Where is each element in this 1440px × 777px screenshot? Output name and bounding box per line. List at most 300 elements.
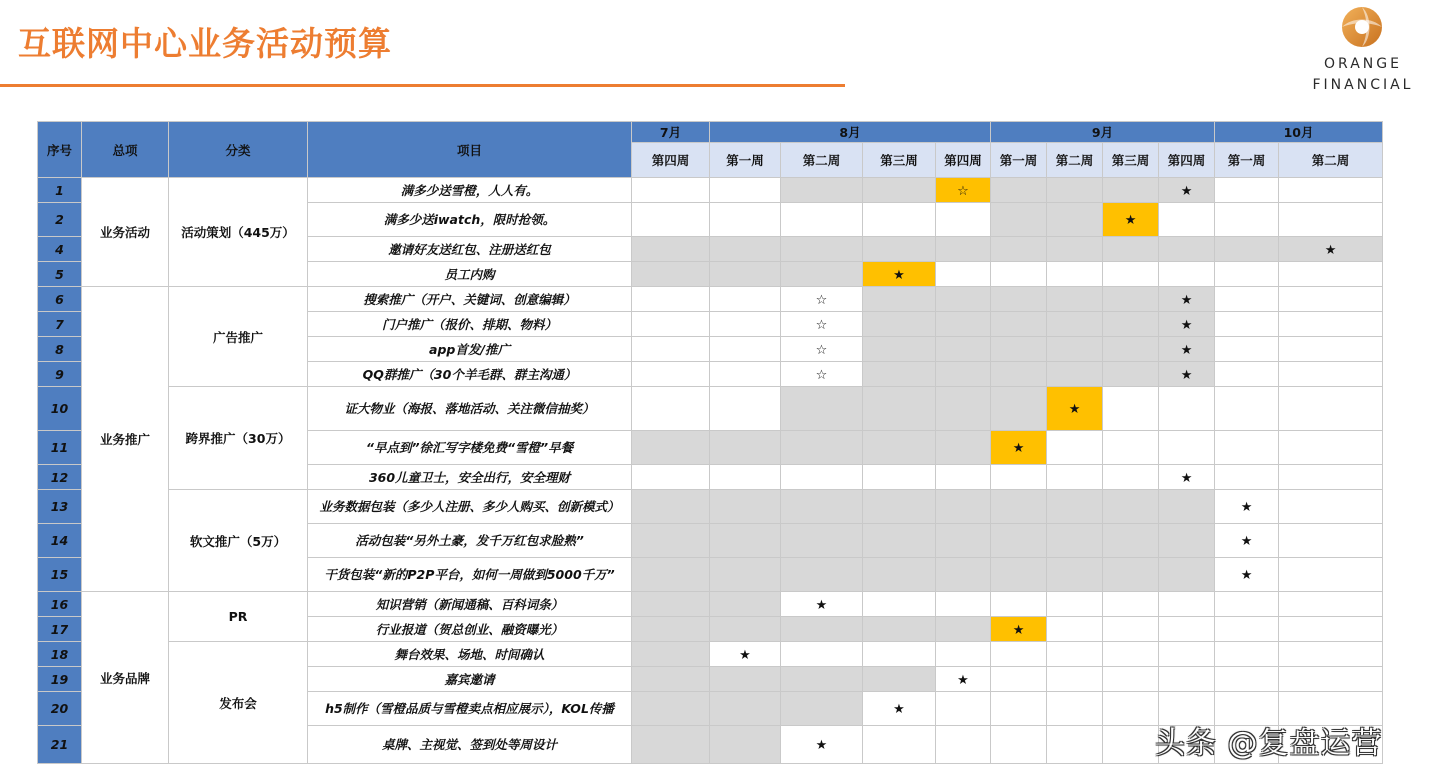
schedule-cell [863, 592, 936, 617]
schedule-cell [991, 287, 1047, 312]
schedule-cell [1215, 642, 1279, 667]
main-item-cell: 业务品牌 [82, 592, 169, 764]
schedule-cell [1279, 465, 1383, 490]
row-seq-number: 13 [38, 490, 82, 524]
table-row [38, 642, 1383, 667]
row-seq-number: 16 [38, 592, 82, 617]
schedule-cell [1159, 617, 1215, 642]
schedule-cell [781, 592, 863, 617]
schedule-cell [863, 465, 936, 490]
schedule-cell [1103, 524, 1159, 558]
schedule-cell [936, 362, 991, 387]
schedule-cell [1279, 490, 1383, 524]
schedule-cell [863, 490, 936, 524]
schedule-cell [632, 431, 710, 465]
filled-star-icon: ★ [1180, 183, 1193, 199]
schedule-cell [781, 362, 863, 387]
schedule-cell [991, 237, 1047, 262]
schedule-cell [863, 312, 936, 337]
schedule-cell [781, 387, 863, 431]
schedule-cell [1159, 262, 1215, 287]
project-item-cell: app首发/推广 [308, 337, 632, 362]
schedule-cell [991, 203, 1047, 237]
schedule-cell [1279, 387, 1383, 431]
schedule-cell [991, 617, 1047, 642]
month-header: 8月 [710, 122, 991, 143]
schedule-cell [1159, 337, 1215, 362]
schedule-cell [991, 490, 1047, 524]
schedule-cell [1159, 287, 1215, 312]
schedule-cell [991, 642, 1047, 667]
row-seq-number: 7 [38, 312, 82, 337]
schedule-cell [781, 667, 863, 692]
schedule-cell [632, 524, 710, 558]
schedule-cell [1159, 465, 1215, 490]
project-item-cell: 员工内购 [308, 262, 632, 287]
schedule-cell [1103, 558, 1159, 592]
filled-star-icon: ★ [1068, 402, 1081, 417]
row-seq-number: 5 [38, 262, 82, 287]
schedule-cell [1047, 431, 1103, 465]
schedule-cell [1215, 387, 1279, 431]
schedule-cell [1279, 337, 1383, 362]
schedule-cell [1159, 431, 1215, 465]
week-header: 第一周 [710, 143, 781, 178]
schedule-cell [710, 558, 781, 592]
schedule-cell [781, 465, 863, 490]
logo-text-financial: FINANCIAL [1312, 77, 1414, 93]
header-project: 项目 [308, 122, 632, 178]
table-row [38, 387, 1383, 431]
schedule-cell [1215, 617, 1279, 642]
schedule-cell [710, 692, 781, 726]
schedule-cell [632, 726, 710, 764]
filled-star-icon: ★ [815, 738, 828, 753]
schedule-cell [1159, 387, 1215, 431]
schedule-cell [936, 387, 991, 431]
schedule-cell [1279, 558, 1383, 592]
schedule-cell [863, 362, 936, 387]
schedule-cell [1215, 337, 1279, 362]
week-header: 第一周 [991, 143, 1047, 178]
schedule-cell [863, 262, 936, 287]
schedule-cell [632, 362, 710, 387]
schedule-cell [1103, 312, 1159, 337]
schedule-cell [1159, 642, 1215, 667]
schedule-cell [1159, 203, 1215, 237]
schedule-cell [1279, 617, 1383, 642]
schedule-cell [1047, 692, 1103, 726]
category-cell: 跨界推广（30万） [169, 387, 308, 490]
row-seq-number: 8 [38, 337, 82, 362]
row-seq-number: 1 [38, 178, 82, 203]
schedule-cell [1047, 592, 1103, 617]
outline-star-icon: ☆ [815, 367, 828, 383]
logo-text-orange: ORANGE [1324, 56, 1402, 72]
schedule-cell [1215, 431, 1279, 465]
schedule-cell [1279, 592, 1383, 617]
schedule-cell [1159, 524, 1215, 558]
schedule-cell [1047, 262, 1103, 287]
schedule-cell [863, 726, 936, 764]
schedule-cell [710, 387, 781, 431]
row-seq-number: 11 [38, 431, 82, 465]
schedule-cell [936, 287, 991, 312]
schedule-cell [1215, 490, 1279, 524]
schedule-cell [1047, 287, 1103, 312]
schedule-cell [1047, 490, 1103, 524]
schedule-cell [1215, 667, 1279, 692]
schedule-cell [710, 337, 781, 362]
header-seq: 序号 [38, 122, 82, 178]
schedule-cell [863, 617, 936, 642]
schedule-cell [1047, 558, 1103, 592]
schedule-cell [936, 337, 991, 362]
category-cell: 软文推广（5万） [169, 490, 308, 592]
row-seq-number: 6 [38, 287, 82, 312]
week-header: 第四周 [1159, 143, 1215, 178]
header-main-item: 总项 [82, 122, 169, 178]
schedule-cell [1047, 642, 1103, 667]
table-row [38, 287, 1383, 312]
row-seq-number: 12 [38, 465, 82, 490]
outline-star-icon: ☆ [957, 183, 969, 199]
row-seq-number: 14 [38, 524, 82, 558]
schedule-cell [1103, 617, 1159, 642]
schedule-cell [1159, 312, 1215, 337]
main-item-cell: 业务活动 [82, 178, 169, 287]
schedule-cell [710, 726, 781, 764]
schedule-cell [1103, 490, 1159, 524]
category-cell: 发布会 [169, 642, 308, 764]
project-item-cell: 满多少送雪橙，人人有。 [308, 178, 632, 203]
schedule-cell [781, 262, 863, 287]
schedule-cell [632, 178, 710, 203]
title-underline [0, 84, 845, 87]
week-header: 第二周 [781, 143, 863, 178]
row-seq-number: 17 [38, 617, 82, 642]
filled-star-icon: ★ [893, 702, 905, 717]
schedule-cell [1047, 337, 1103, 362]
schedule-cell [936, 237, 991, 262]
project-item-cell: 业务数据包装（多少人注册、多少人购买、创新模式） [308, 490, 632, 524]
schedule-cell [1279, 287, 1383, 312]
schedule-cell [1103, 203, 1159, 237]
schedule-cell [991, 178, 1047, 203]
schedule-cell [863, 524, 936, 558]
row-seq-number: 21 [38, 726, 82, 764]
schedule-cell [863, 667, 936, 692]
schedule-cell [1215, 592, 1279, 617]
week-header: 第二周 [1279, 143, 1383, 178]
schedule-cell [1047, 667, 1103, 692]
row-seq-number: 15 [38, 558, 82, 592]
schedule-cell [1279, 642, 1383, 667]
schedule-cell [710, 592, 781, 617]
schedule-cell [781, 178, 863, 203]
schedule-cell [1215, 558, 1279, 592]
schedule-cell [1159, 237, 1215, 262]
schedule-cell [1047, 362, 1103, 387]
schedule-cell [936, 431, 991, 465]
schedule-cell [1047, 312, 1103, 337]
project-item-cell: 邀请好友送红包、注册送红包 [308, 237, 632, 262]
filled-star-icon: ★ [1180, 342, 1193, 358]
schedule-cell [632, 642, 710, 667]
filled-star-icon: ★ [893, 267, 905, 283]
schedule-cell [1215, 465, 1279, 490]
filled-star-icon: ★ [1180, 292, 1193, 308]
project-item-cell: 桌牌、主视觉、签到处等周设计 [308, 726, 632, 764]
schedule-cell [1215, 524, 1279, 558]
schedule-cell [1159, 558, 1215, 592]
schedule-cell [710, 617, 781, 642]
filled-star-icon: ★ [1012, 441, 1025, 456]
company-logo [1298, 4, 1428, 96]
table-row [38, 592, 1383, 617]
project-item-cell: 舞台效果、场地、时间确认 [308, 642, 632, 667]
project-item-cell: 嘉宾邀请 [308, 667, 632, 692]
schedule-cell [1279, 362, 1383, 387]
table-row [38, 178, 1383, 203]
schedule-cell [936, 524, 991, 558]
schedule-cell [936, 617, 991, 642]
schedule-cell [781, 726, 863, 764]
schedule-cell [632, 237, 710, 262]
project-item-cell: 360儿童卫士，安全出行，安全理财 [308, 465, 632, 490]
schedule-cell [710, 362, 781, 387]
schedule-cell [991, 387, 1047, 431]
schedule-cell [1047, 237, 1103, 262]
category-cell: PR [169, 592, 308, 642]
schedule-cell [781, 237, 863, 262]
schedule-cell [781, 524, 863, 558]
schedule-cell [1103, 362, 1159, 387]
schedule-cell [936, 558, 991, 592]
schedule-cell [781, 287, 863, 312]
schedule-cell [863, 337, 936, 362]
watermark-text: 头条 @复盘运营 [1155, 726, 1383, 761]
schedule-cell [1103, 287, 1159, 312]
schedule-cell [632, 387, 710, 431]
schedule-cell [1103, 337, 1159, 362]
schedule-cell [1047, 617, 1103, 642]
filled-star-icon: ★ [957, 672, 969, 688]
row-seq-number: 2 [38, 203, 82, 237]
schedule-cell [710, 642, 781, 667]
row-seq-number: 9 [38, 362, 82, 387]
schedule-cell [863, 178, 936, 203]
schedule-cell [936, 592, 991, 617]
schedule-cell [781, 490, 863, 524]
week-header: 第三周 [1103, 143, 1159, 178]
schedule-cell [1279, 178, 1383, 203]
project-item-cell: 门户推广（报价、排期、物料） [308, 312, 632, 337]
filled-star-icon: ★ [815, 597, 828, 613]
schedule-cell [1159, 592, 1215, 617]
schedule-cell [1215, 203, 1279, 237]
schedule-cell [710, 203, 781, 237]
schedule-cell [632, 667, 710, 692]
schedule-cell [1047, 387, 1103, 431]
schedule-cell [1047, 203, 1103, 237]
filled-star-icon: ★ [1180, 470, 1193, 486]
week-header: 第三周 [863, 143, 936, 178]
schedule-cell [991, 312, 1047, 337]
schedule-cell [632, 592, 710, 617]
schedule-cell [991, 524, 1047, 558]
row-seq-number: 10 [38, 387, 82, 431]
schedule-cell [863, 237, 936, 262]
schedule-cell [1103, 178, 1159, 203]
schedule-cell [632, 465, 710, 490]
schedule-cell [1279, 524, 1383, 558]
project-item-cell: 行业报道（贺总创业、融资曝光） [308, 617, 632, 642]
schedule-cell [1159, 362, 1215, 387]
filled-star-icon: ★ [1240, 500, 1253, 515]
schedule-cell [863, 692, 936, 726]
schedule-cell [936, 465, 991, 490]
project-item-cell: 证大物业（海报、落地活动、关注微信抽奖） [308, 387, 632, 431]
schedule-cell [863, 558, 936, 592]
outline-star-icon: ☆ [815, 292, 828, 308]
schedule-cell [991, 465, 1047, 490]
row-seq-number: 18 [38, 642, 82, 667]
project-item-cell: “早点到”徐汇写字楼免费“雪橙”早餐 [308, 431, 632, 465]
filled-star-icon: ★ [1180, 317, 1193, 333]
schedule-cell [710, 287, 781, 312]
schedule-cell [710, 465, 781, 490]
page-title: 互联网中心业务活动预算 [18, 24, 392, 63]
schedule-cell [936, 203, 991, 237]
schedule-cell [632, 337, 710, 362]
month-header: 7月 [632, 122, 710, 143]
project-item-cell: 知识营销（新闻通稿、百科词条） [308, 592, 632, 617]
filled-star-icon: ★ [1180, 367, 1193, 383]
schedule-cell [632, 312, 710, 337]
row-seq-number: 4 [38, 237, 82, 262]
schedule-cell [1279, 431, 1383, 465]
project-item-cell: 搜索推广（开户、关键词、创意编辑） [308, 287, 632, 312]
project-item-cell: 活动包装“另外土豪，发千万红包求脸熟” [308, 524, 632, 558]
project-item-cell: QQ群推广（30个羊毛群、群主沟通） [308, 362, 632, 387]
row-seq-number: 20 [38, 692, 82, 726]
main-item-cell: 业务推广 [82, 287, 169, 592]
filled-star-icon: ★ [1240, 568, 1253, 583]
schedule-cell [1159, 178, 1215, 203]
project-item-cell: 满多少送iwatch，限时抢领。 [308, 203, 632, 237]
schedule-cell [632, 287, 710, 312]
filled-star-icon: ★ [1124, 213, 1137, 228]
filled-star-icon: ★ [1324, 242, 1337, 258]
schedule-cell [781, 337, 863, 362]
schedule-cell [936, 692, 991, 726]
schedule-cell [781, 558, 863, 592]
schedule-cell [936, 262, 991, 287]
schedule-cell [1103, 726, 1159, 764]
schedule-cell [632, 490, 710, 524]
schedule-cell [1047, 465, 1103, 490]
schedule-cell [863, 287, 936, 312]
schedule-cell [1279, 203, 1383, 237]
schedule-cell [1103, 262, 1159, 287]
schedule-cell [1103, 667, 1159, 692]
project-item-cell: h5制作（雪橙品质与雪橙卖点相应展示），KOL传播 [308, 692, 632, 726]
project-item-cell: 干货包装“新的P2P平台，如何一周做到5000千万” [308, 558, 632, 592]
schedule-cell [936, 726, 991, 764]
schedule-cell [991, 692, 1047, 726]
schedule-cell [991, 558, 1047, 592]
schedule-cell [863, 387, 936, 431]
schedule-cell [632, 617, 710, 642]
schedule-cell [1047, 726, 1103, 764]
orange-logo-icon [1338, 4, 1386, 50]
schedule-cell [632, 558, 710, 592]
schedule-cell [781, 203, 863, 237]
schedule-cell [936, 667, 991, 692]
filled-star-icon: ★ [1240, 534, 1253, 549]
week-header: 第一周 [1215, 143, 1279, 178]
schedule-cell [710, 178, 781, 203]
schedule-cell [991, 362, 1047, 387]
schedule-cell [710, 312, 781, 337]
schedule-cell [632, 203, 710, 237]
filled-star-icon: ★ [1012, 622, 1025, 638]
week-header: 第四周 [632, 143, 710, 178]
schedule-cell [710, 262, 781, 287]
schedule-cell [991, 337, 1047, 362]
schedule-cell [1103, 692, 1159, 726]
schedule-cell [936, 312, 991, 337]
schedule-cell [1279, 667, 1383, 692]
schedule-cell [1215, 362, 1279, 387]
schedule-cell [781, 312, 863, 337]
month-header: 9月 [991, 122, 1215, 143]
schedule-cell [781, 692, 863, 726]
schedule-cell [863, 203, 936, 237]
schedule-cell [781, 431, 863, 465]
schedule-cell [991, 667, 1047, 692]
schedule-cell [1159, 667, 1215, 692]
schedule-cell [1215, 312, 1279, 337]
schedule-cell [1047, 178, 1103, 203]
outline-star-icon: ☆ [815, 342, 828, 358]
schedule-cell [1103, 387, 1159, 431]
schedule-cell [991, 726, 1047, 764]
schedule-cell [781, 642, 863, 667]
schedule-cell [1103, 431, 1159, 465]
category-cell: 活动策划（445万） [169, 178, 308, 287]
schedule-cell [632, 692, 710, 726]
schedule-cell [936, 178, 991, 203]
outline-star-icon: ☆ [815, 317, 828, 333]
schedule-cell [1279, 262, 1383, 287]
schedule-cell [1103, 592, 1159, 617]
budget-schedule-table [37, 121, 1383, 764]
schedule-cell [1279, 237, 1383, 262]
schedule-cell [991, 262, 1047, 287]
schedule-cell [710, 667, 781, 692]
month-header: 10月 [1215, 122, 1383, 143]
schedule-cell [710, 237, 781, 262]
schedule-cell [710, 431, 781, 465]
category-cell: 广告推广 [169, 287, 308, 387]
schedule-cell [936, 642, 991, 667]
schedule-cell [1215, 262, 1279, 287]
row-seq-number: 19 [38, 667, 82, 692]
schedule-cell [1103, 642, 1159, 667]
schedule-cell [1159, 490, 1215, 524]
